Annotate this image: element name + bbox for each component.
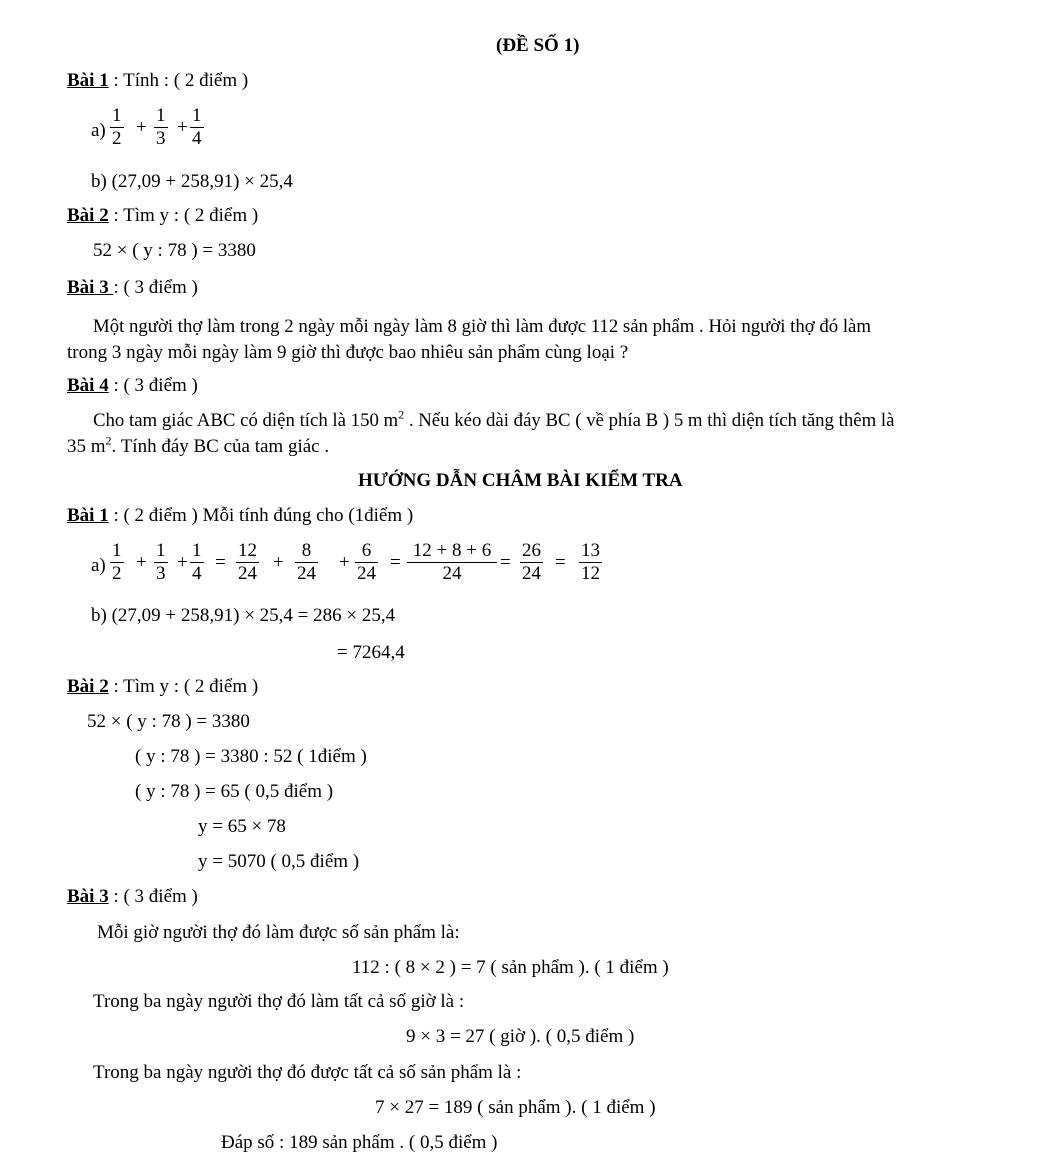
guide-bai1-b-line2: = 7264,4: [337, 642, 405, 663]
guide-bai1-label: Bài 1: [67, 505, 109, 526]
plus-sign: +: [273, 552, 284, 573]
guide-bai3-line6: 7 × 27 = 189 ( sản phẩm ). ( 1 điểm ): [375, 1097, 656, 1118]
guide-bai2-title: : Tìm y : ( 2 điểm ): [108, 676, 259, 697]
guide-frac-6: $\frac{6}{24}$: [357, 540, 376, 584]
plus-sign: +: [177, 117, 188, 138]
exam-frac-2: $\frac{1}{3}$: [156, 105, 166, 149]
guide-bai1-b-line1: b) (27,09 + 258,91) × 25,4 = 286 × 25,4: [91, 605, 396, 626]
exam-bai2-heading: [67, 205, 258, 227]
exam-bai4-heading: [67, 375, 198, 397]
equals-sign: =: [555, 552, 566, 573]
guide-bai2-step2: ( y : 78 ) = 3380 : 52 ( 1điểm ): [135, 746, 367, 767]
guide-bai3-line1: Mỗi giờ người thợ đó làm được số sản phẩm là:: [97, 922, 460, 943]
guide-frac-5: $\frac{8}{24}$: [297, 540, 316, 584]
exam-bai3-heading: [67, 277, 198, 299]
guide-bai3-line5: Trong ba ngày người thợ đó được tất cả số sản phẩm là :: [93, 1062, 522, 1083]
equals-sign: =: [215, 552, 226, 573]
exam-frac-1: $\frac{1}{2}$: [112, 105, 122, 149]
guide-bai2-heading: [67, 676, 258, 698]
guide-frac-2: $\frac{1}{3}$: [156, 540, 166, 584]
guide-bai2-step3: ( y : 78 ) = 65 ( 0,5 điểm ): [135, 781, 334, 802]
exam-bai1-a-label: a): [91, 120, 106, 141]
plus-sign: +: [136, 552, 147, 573]
guide-bai3-label: Bài 3: [67, 886, 109, 907]
guide-frac-7: $\frac{12 + 8 + 6}{24}$: [406, 540, 498, 585]
exam-bai2-label: Bài 2: [67, 205, 109, 226]
exam-bai4-label: Bài 4: [67, 375, 109, 396]
guide-bai1-a-label: a): [91, 555, 106, 576]
exam-bai1-heading: [67, 70, 248, 92]
guide-bai3-title: : ( 3 điểm ): [108, 886, 198, 907]
plus-sign: +: [339, 552, 350, 573]
equals-sign: =: [390, 552, 401, 573]
guide-frac-3: $\frac{1}{4}$: [192, 540, 202, 584]
guide-title: HƯỚNG DẪN CHÂM BÀI KIỂM TRA: [358, 470, 683, 491]
guide-bai1-title: : ( 2 điểm ) Mỗi tính đúng cho (1điểm ): [108, 505, 414, 526]
plus-sign: +: [177, 552, 188, 573]
exam-bai2-title: : Tìm y : ( 2 điểm ): [108, 205, 259, 226]
exam-bai1-label: Bài 1: [67, 70, 109, 91]
equals-sign: =: [500, 552, 511, 573]
guide-frac-4: $\frac{12}{24}$: [238, 540, 257, 584]
guide-frac-9: $\frac{13}{12}$: [581, 540, 600, 584]
guide-bai3-answer: Đáp số : 189 sản phẩm . ( 0,5 điểm ): [221, 1132, 498, 1153]
page-title: (ĐỀ SỐ 1): [496, 35, 580, 56]
guide-frac-1: $\frac{1}{2}$: [112, 540, 122, 584]
exam-bai4-text-line1: Cho tam giác ABC có diện tích là 150 $m^2$ . Nếu kéo dài đáy BC ( về phía B ) 5 m thì diện tích tăng thêm là: [93, 407, 895, 431]
exam-bai1-title: : Tính : ( 2 điểm ): [108, 70, 249, 91]
exam-bai3-text-line1: Một người thợ làm trong 2 ngày mỗi ngày làm 8 giờ thì làm được 112 sản phẩm . Hỏi người thợ đó làm: [93, 316, 872, 337]
guide-bai3-line3: Trong ba ngày người thợ đó làm tất cả số giờ là :: [93, 991, 465, 1012]
exam-bai3-label: Bài 3: [67, 277, 114, 298]
guide-bai1-heading: [67, 505, 413, 527]
guide-frac-8: $\frac{26}{24}$: [522, 540, 541, 584]
exam-bai3-title: : ( 3 điểm ): [113, 277, 198, 298]
exam-bai2-equation: 52 × ( y : 78 ) = 3380: [93, 240, 256, 261]
guide-bai3-heading: [67, 886, 198, 908]
exam-bai3-text-line2: trong 3 ngày mỗi ngày làm 9 giờ thì được bao nhiêu sản phẩm cùng loại ?: [67, 342, 629, 363]
exam-bai4-text-line2: 35 $m^2$. Tính đáy BC của tam giác .: [67, 433, 330, 457]
guide-bai2-step1: 52 × ( y : 78 ) = 3380: [87, 711, 250, 732]
guide-bai2-step4: y = 65 × 78: [198, 816, 286, 837]
exam-frac-3: $\frac{1}{4}$: [192, 105, 202, 149]
exam-bai4-title: : ( 3 điểm ): [108, 375, 198, 396]
guide-bai2-step5: y = 5070 ( 0,5 điểm ): [198, 851, 360, 872]
plus-sign: +: [136, 117, 147, 138]
guide-bai2-label: Bài 2: [67, 676, 109, 697]
exam-bai1-b: b) (27,09 + 258,91) × 25,4: [91, 171, 293, 192]
guide-bai3-line4: 9 × 3 = 27 ( giờ ). ( 0,5 điểm ): [406, 1026, 635, 1047]
guide-bai3-line2: 112 : ( 8 × 2 ) = 7 ( sản phẩm ). ( 1 điểm ): [352, 957, 669, 978]
